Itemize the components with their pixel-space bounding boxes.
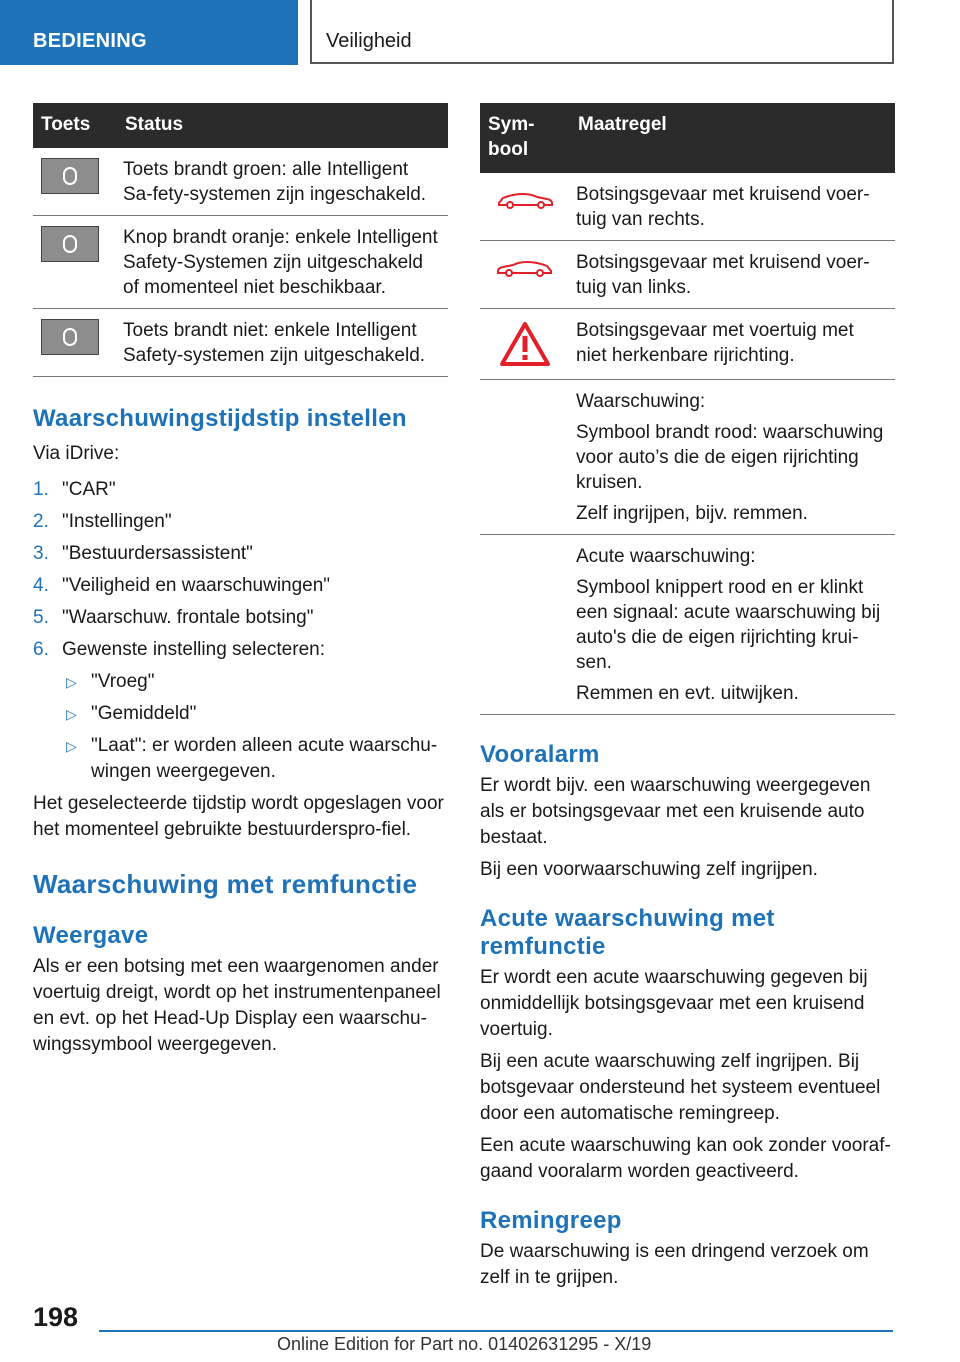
col-header-button: Toets: [33, 103, 117, 148]
saved-note: Het geselecteerde tijdstip wordt opgeslagen voor het momenteel gebruikte bestuurderspro-fiel.: [33, 793, 444, 840]
heading-brake-warning: Waarschuwing met remfunctie: [33, 869, 418, 899]
intelligent-safety-button-icon: [41, 158, 99, 194]
measure-text: Symbool brandt rood: waarschuwing voor auto’s die de eigen rijrichting kruisen.: [576, 422, 884, 493]
display-text: Als er een botsing met een waargenomen ander voertuig dreigt, wordt op het instrumentenpaneel en evt. op het Head-Up Display een waarschu-wingssymbool weergegeven.: [33, 956, 441, 1055]
col-header-status: Status: [117, 103, 448, 148]
list-item: 6. Gewenste instelling selecteren: ▷ "Vroeg" ▷ "Gemiddeld" ▷ "Laat": er worden alleen acute waarschu-wingen weergegeven.: [33, 637, 448, 785]
heading-display: Weergave: [33, 922, 149, 949]
heading-acute-warning: Acute waarschuwing met remfunctie: [480, 905, 775, 960]
heading-brake-intervention: Remingreep: [480, 1207, 622, 1234]
section-tab: [0, 0, 298, 65]
warning-triangle-icon: [488, 319, 562, 369]
acute-text: Er wordt een acute waarschuwing gegeven bij onmiddellijk botsingsgevaar met een kruisend voertuig.: [480, 967, 868, 1040]
measure-text: Remmen en evt. uitwijken.: [576, 683, 799, 704]
button-status-table: [33, 103, 448, 377]
list-item: 1. "CAR": [33, 479, 116, 500]
intelligent-safety-button-icon: [41, 226, 99, 262]
right-column: [480, 103, 895, 1291]
footer-divider: [99, 1330, 893, 1332]
table-row: [480, 241, 895, 309]
acute-text: Een acute waarschuwing kan ook zonder vooraf-gaand vooralarm worden geactiveerd.: [480, 1135, 891, 1182]
left-column: [33, 103, 448, 1058]
measure-text: Zelf ingrijpen, bijv. remmen.: [576, 503, 808, 524]
table-row: [480, 309, 895, 380]
list-item: 5. "Waarschuw. frontale botsing": [33, 607, 314, 628]
prealarm-text: Er wordt bijv. een waarschuwing weergegeven als er botsingsgevaar met een kruisende auto bestaat.: [480, 775, 871, 848]
table-row: [33, 309, 448, 377]
intelligent-safety-button-icon: [41, 319, 99, 355]
col-header-symbol: Sym-bool: [480, 103, 570, 173]
table-row: [480, 173, 895, 241]
list-item: ▷ "Vroeg": [62, 669, 448, 695]
edition-note: Online Edition for Part no. 01402631295 - X/19: [277, 1334, 652, 1354]
list-item: ▷ "Laat": er worden alleen acute waarschu-wingen weergegeven.: [66, 735, 438, 782]
heading-prealarm: Vooralarm: [480, 741, 600, 768]
heading-warning-timing: Waarschuwingstijdstip instellen: [33, 405, 407, 432]
measure-text: Botsingsgevaar met voertuig met niet herkenbare rijrichting.: [576, 320, 854, 366]
table-row: [480, 535, 895, 715]
triangle-bullet-icon: ▷: [66, 674, 77, 690]
intervention-text: De waarschuwing is een dringend verzoek om zelf in te grijpen.: [480, 1241, 869, 1288]
triangle-bullet-icon: ▷: [66, 738, 77, 754]
chapter-title: Veiligheid: [326, 30, 412, 52]
list-item: ▷ "Gemiddeld": [62, 701, 448, 727]
page-number: 198: [33, 1302, 79, 1332]
measure-text: Acute waarschuwing:: [576, 546, 756, 567]
list-item: 3. "Bestuurdersassistent": [33, 543, 253, 564]
measure-text: Symbool knippert rood en er klinkt een signaal: acute waarschuwing bij auto's die de eigen rijrichting krui-sen.: [576, 577, 881, 673]
steps-list: [33, 477, 448, 785]
table-row: [480, 380, 895, 535]
col-header-measure: Maatregel: [570, 103, 895, 173]
status-text: Knop brandt oranje: enkele Intelligent Safety-Systemen zijn uitgeschakeld of momenteel niet beschikbaar.: [117, 216, 448, 309]
options-list: [62, 669, 448, 785]
measure-text: Botsingsgevaar met kruisend voer-tuig van rechts.: [576, 184, 870, 230]
intro-text: Via iDrive:: [33, 443, 120, 464]
table-row: [33, 148, 448, 216]
measure-text: Botsingsgevaar met kruisend voer-tuig van links.: [576, 252, 870, 298]
prealarm-text: Bij een voorwaarschuwing zelf ingrijpen.: [480, 859, 818, 880]
symbol-table: [480, 103, 895, 715]
status-text: Toets brandt groen: alle Intelligent Sa-fety-systemen zijn ingeschakeld.: [117, 148, 448, 216]
triangle-bullet-icon: ▷: [66, 706, 77, 722]
list-item: 4. "Veiligheid en waarschuwingen": [33, 575, 331, 596]
chapter-tab: [310, 0, 894, 64]
car-crossing-right-icon: [488, 183, 562, 215]
table-row: [33, 216, 448, 309]
car-crossing-left-icon: [488, 251, 562, 283]
measure-text: Waarschuwing:: [576, 391, 706, 412]
acute-text: Bij een acute waarschuwing zelf ingrijpen. Bij botsgevaar ondersteund het systeem eventueel door een automatische remingreep.: [480, 1051, 881, 1124]
section-title: BEDIENING: [33, 30, 147, 52]
status-text: Toets brandt niet: enkele Intelligent Safety-systemen zijn uitgeschakeld.: [117, 309, 448, 377]
list-item: 2. "Instellingen": [33, 511, 172, 532]
